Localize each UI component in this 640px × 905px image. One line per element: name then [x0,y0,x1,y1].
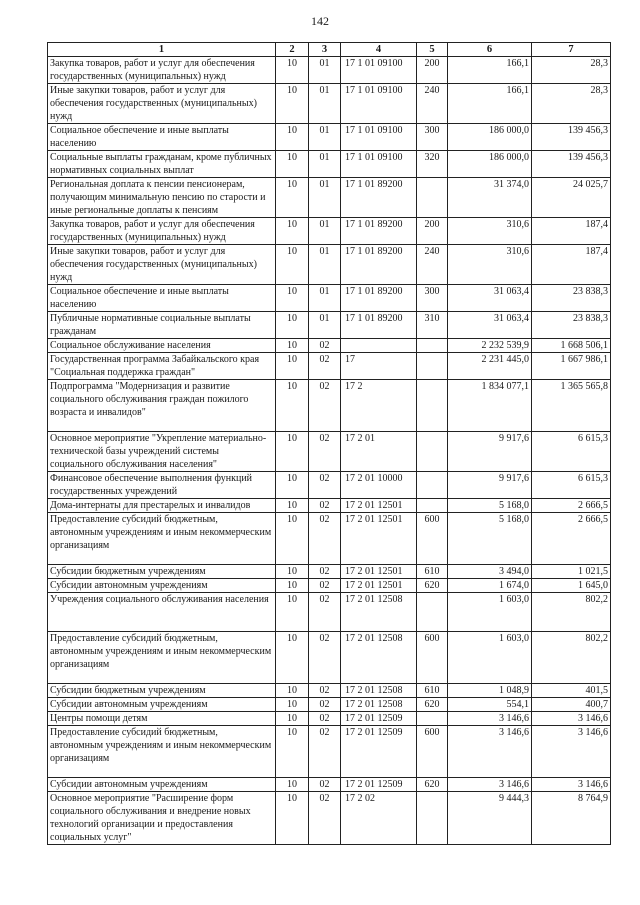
cell-amount-6: 2 231 445,0 [448,353,532,380]
cell-amount-7: 1 365 565,8 [532,380,611,432]
cell-subsection: 01 [309,245,341,285]
cell-section: 10 [276,698,309,712]
cell-amount-7: 1 667 986,1 [532,353,611,380]
cell-amount-7: 401,5 [532,684,611,698]
cell-amount-7: 187,4 [532,245,611,285]
cell-section: 10 [276,792,309,845]
cell-subsection: 01 [309,178,341,218]
header-col-5: 5 [417,43,448,57]
cell-section: 10 [276,339,309,353]
header-col-3: 3 [309,43,341,57]
cell-section: 10 [276,593,309,632]
cell-expense-type: 610 [417,565,448,579]
table-row [48,579,611,593]
cell-section: 10 [276,778,309,792]
cell-target-item: 17 1 01 89200 [341,178,417,218]
cell-expense-type [417,472,448,499]
cell-expense-type: 200 [417,57,448,84]
cell-amount-6: 1 603,0 [448,632,532,684]
cell-expense-type: 300 [417,285,448,312]
cell-expense-type: 620 [417,579,448,593]
cell-section: 10 [276,380,309,432]
cell-expense-type: 310 [417,312,448,339]
cell-expense-type: 300 [417,124,448,151]
cell-target-item: 17 2 01 [341,432,417,472]
cell-subsection: 02 [309,499,341,513]
cell-target-item: 17 2 01 12509 [341,712,417,726]
cell-target-item: 17 2 01 12509 [341,726,417,778]
cell-expense-type: 600 [417,632,448,684]
budget-table [47,42,611,845]
cell-amount-6: 554,1 [448,698,532,712]
cell-amount-6: 31 063,4 [448,285,532,312]
cell-target-item [341,339,417,353]
table-row [48,513,611,565]
table-row [48,124,611,151]
cell-subsection: 02 [309,513,341,565]
table-row [48,380,611,432]
cell-target-item: 17 2 01 12501 [341,513,417,565]
cell-subsection: 01 [309,218,341,245]
cell-name: Публичные нормативные социальные выплаты гражданам [48,312,276,339]
cell-target-item: 17 1 01 09100 [341,84,417,124]
cell-subsection: 02 [309,339,341,353]
cell-subsection: 02 [309,698,341,712]
cell-subsection: 02 [309,726,341,778]
cell-subsection: 02 [309,432,341,472]
table-row [48,285,611,312]
cell-target-item: 17 1 01 09100 [341,124,417,151]
cell-subsection: 02 [309,712,341,726]
header-col-2: 2 [276,43,309,57]
table-row [48,778,611,792]
cell-subsection: 01 [309,124,341,151]
cell-expense-type: 200 [417,218,448,245]
cell-amount-7: 2 666,5 [532,499,611,513]
cell-subsection: 02 [309,792,341,845]
cell-subsection: 01 [309,312,341,339]
cell-amount-7: 400,7 [532,698,611,712]
cell-amount-6: 1 834 077,1 [448,380,532,432]
cell-name: Финансовое обеспечение выполнения функций государственных учреждений [48,472,276,499]
cell-expense-type [417,792,448,845]
cell-subsection: 02 [309,579,341,593]
cell-amount-6: 5 168,0 [448,513,532,565]
cell-section: 10 [276,218,309,245]
cell-subsection: 02 [309,593,341,632]
cell-subsection: 02 [309,472,341,499]
cell-expense-type [417,499,448,513]
cell-target-item: 17 1 01 09100 [341,151,417,178]
cell-target-item: 17 2 01 12508 [341,593,417,632]
cell-section: 10 [276,353,309,380]
cell-expense-type: 600 [417,726,448,778]
cell-target-item: 17 1 01 89200 [341,285,417,312]
table-header-row [48,43,611,57]
table-row [48,712,611,726]
cell-amount-7: 28,3 [532,84,611,124]
cell-amount-7: 6 615,3 [532,432,611,472]
table-row [48,339,611,353]
table-row [48,353,611,380]
cell-name: Предоставление субсидий бюджетным, автономным учреждениям и иным некоммерческим организациям [48,513,276,565]
cell-amount-7: 1 668 506,1 [532,339,611,353]
cell-section: 10 [276,565,309,579]
table-row [48,57,611,84]
page-number: 142 [311,14,329,28]
cell-subsection: 02 [309,684,341,698]
cell-amount-7: 187,4 [532,218,611,245]
cell-name: Закупка товаров, работ и услуг для обеспечения государственных (муниципальных) нужд [48,57,276,84]
cell-name: Государственная программа Забайкальского края "Социальная поддержка граждан" [48,353,276,380]
cell-amount-7: 1 021,5 [532,565,611,579]
table-row [48,726,611,778]
cell-amount-6: 5 168,0 [448,499,532,513]
cell-section: 10 [276,151,309,178]
cell-amount-7: 3 146,6 [532,726,611,778]
cell-name: Учреждения социального обслуживания населения [48,593,276,632]
cell-expense-type [417,380,448,432]
cell-amount-6: 3 494,0 [448,565,532,579]
cell-name: Социальное обслуживание населения [48,339,276,353]
cell-name: Субсидии автономным учреждениям [48,698,276,712]
cell-amount-6: 2 232 539,9 [448,339,532,353]
table-row [48,472,611,499]
cell-section: 10 [276,124,309,151]
cell-section: 10 [276,726,309,778]
cell-amount-6: 3 146,6 [448,712,532,726]
cell-target-item: 17 2 01 12509 [341,778,417,792]
cell-target-item: 17 2 [341,380,417,432]
cell-subsection: 02 [309,353,341,380]
cell-amount-7: 24 025,7 [532,178,611,218]
cell-amount-6: 1 674,0 [448,579,532,593]
cell-amount-6: 9 917,6 [448,472,532,499]
cell-amount-7: 2 666,5 [532,513,611,565]
cell-name: Иные закупки товаров, работ и услуг для обеспечения государственных (муниципальных) нужд [48,245,276,285]
table-row [48,632,611,684]
cell-target-item: 17 1 01 89200 [341,245,417,285]
table-row [48,312,611,339]
cell-expense-type: 320 [417,151,448,178]
cell-amount-6: 310,6 [448,218,532,245]
cell-name: Дома-интернаты для престарелых и инвалидов [48,499,276,513]
cell-name: Основное мероприятие "Укрепление материально-технической базы учреждений системы социального обслуживания населения" [48,432,276,472]
cell-section: 10 [276,712,309,726]
cell-section: 10 [276,632,309,684]
table-row [48,593,611,632]
cell-name: Подпрограмма "Модернизация и развитие социального обслуживания граждан пожилого возраста и инвалидов" [48,380,276,432]
cell-name: Субсидии автономным учреждениям [48,778,276,792]
cell-target-item: 17 2 01 12508 [341,684,417,698]
cell-amount-7: 6 615,3 [532,472,611,499]
cell-expense-type [417,353,448,380]
cell-name: Предоставление субсидий бюджетным, автономным учреждениям и иным некоммерческим организациям [48,726,276,778]
cell-expense-type: 240 [417,245,448,285]
cell-name: Субсидии бюджетным учреждениям [48,565,276,579]
cell-amount-6: 1 048,9 [448,684,532,698]
cell-name: Предоставление субсидий бюджетным, автономным учреждениям и иным некоммерческим организациям [48,632,276,684]
cell-subsection: 01 [309,285,341,312]
cell-subsection: 02 [309,380,341,432]
cell-amount-7: 3 146,6 [532,712,611,726]
cell-subsection: 01 [309,151,341,178]
cell-expense-type: 620 [417,698,448,712]
table-row [48,684,611,698]
cell-name: Региональная доплата к пенсии пенсионерам, получающим минимальную пенсию по старости и иные региональные доплаты к пенсиям [48,178,276,218]
cell-section: 10 [276,579,309,593]
cell-target-item: 17 2 01 12508 [341,632,417,684]
cell-name: Социальное обеспечение и иные выплаты населению [48,285,276,312]
cell-name: Основное мероприятие "Расширение форм социального обслуживания и внедрение новых технологий организации и предоставления социальных услуг" [48,792,276,845]
cell-amount-6: 310,6 [448,245,532,285]
cell-name: Субсидии автономным учреждениям [48,579,276,593]
cell-target-item: 17 2 01 12501 [341,565,417,579]
table-body [48,57,611,845]
header-col-4: 4 [341,43,417,57]
cell-target-item: 17 2 01 12501 [341,579,417,593]
cell-target-item: 17 2 01 10000 [341,472,417,499]
cell-section: 10 [276,245,309,285]
cell-expense-type: 610 [417,684,448,698]
cell-name: Иные закупки товаров, работ и услуг для обеспечения государственных (муниципальных) нужд [48,84,276,124]
cell-expense-type [417,178,448,218]
cell-name: Субсидии бюджетным учреждениям [48,684,276,698]
cell-target-item: 17 2 02 [341,792,417,845]
cell-expense-type [417,712,448,726]
cell-amount-7: 139 456,3 [532,124,611,151]
cell-amount-7: 28,3 [532,57,611,84]
table-row [48,245,611,285]
table-row [48,698,611,712]
cell-amount-7: 1 645,0 [532,579,611,593]
cell-target-item: 17 1 01 09100 [341,57,417,84]
table-row [48,565,611,579]
cell-section: 10 [276,472,309,499]
cell-amount-6: 31 374,0 [448,178,532,218]
cell-amount-7: 802,2 [532,632,611,684]
cell-amount-7: 802,2 [532,593,611,632]
cell-expense-type [417,339,448,353]
cell-target-item: 17 1 01 89200 [341,312,417,339]
cell-name: Закупка товаров, работ и услуг для обеспечения государственных (муниципальных) нужд [48,218,276,245]
cell-amount-6: 3 146,6 [448,778,532,792]
table-row [48,792,611,845]
cell-amount-7: 8 764,9 [532,792,611,845]
cell-amount-6: 31 063,4 [448,312,532,339]
cell-target-item: 17 1 01 89200 [341,218,417,245]
cell-subsection: 02 [309,565,341,579]
cell-section: 10 [276,312,309,339]
cell-section: 10 [276,84,309,124]
table-row [48,499,611,513]
cell-section: 10 [276,178,309,218]
cell-expense-type: 240 [417,84,448,124]
cell-amount-7: 23 838,3 [532,285,611,312]
cell-section: 10 [276,57,309,84]
cell-target-item: 17 [341,353,417,380]
cell-amount-6: 166,1 [448,84,532,124]
header-col-6: 6 [448,43,532,57]
cell-amount-6: 186 000,0 [448,151,532,178]
cell-subsection: 02 [309,632,341,684]
cell-section: 10 [276,684,309,698]
cell-amount-7: 23 838,3 [532,312,611,339]
cell-target-item: 17 2 01 12501 [341,499,417,513]
cell-target-item: 17 2 01 12508 [341,698,417,712]
cell-expense-type [417,432,448,472]
cell-section: 10 [276,285,309,312]
cell-name: Социальное обеспечение и иные выплаты населению [48,124,276,151]
cell-amount-6: 186 000,0 [448,124,532,151]
table-row [48,178,611,218]
table-row [48,218,611,245]
cell-amount-7: 3 146,6 [532,778,611,792]
cell-subsection: 02 [309,778,341,792]
cell-name: Центры помощи детям [48,712,276,726]
cell-amount-7: 139 456,3 [532,151,611,178]
cell-amount-6: 1 603,0 [448,593,532,632]
header-col-7: 7 [532,43,611,57]
header-col-1: 1 [48,43,276,57]
table-row [48,84,611,124]
cell-section: 10 [276,432,309,472]
cell-amount-6: 3 146,6 [448,726,532,778]
table-row [48,151,611,178]
cell-expense-type [417,593,448,632]
cell-subsection: 01 [309,57,341,84]
cell-amount-6: 9 917,6 [448,432,532,472]
cell-subsection: 01 [309,84,341,124]
cell-expense-type: 620 [417,778,448,792]
cell-name: Социальные выплаты гражданам, кроме публичных нормативных социальных выплат [48,151,276,178]
table-row [48,432,611,472]
cell-amount-6: 166,1 [448,57,532,84]
cell-expense-type: 600 [417,513,448,565]
cell-amount-6: 9 444,3 [448,792,532,845]
cell-section: 10 [276,513,309,565]
cell-section: 10 [276,499,309,513]
